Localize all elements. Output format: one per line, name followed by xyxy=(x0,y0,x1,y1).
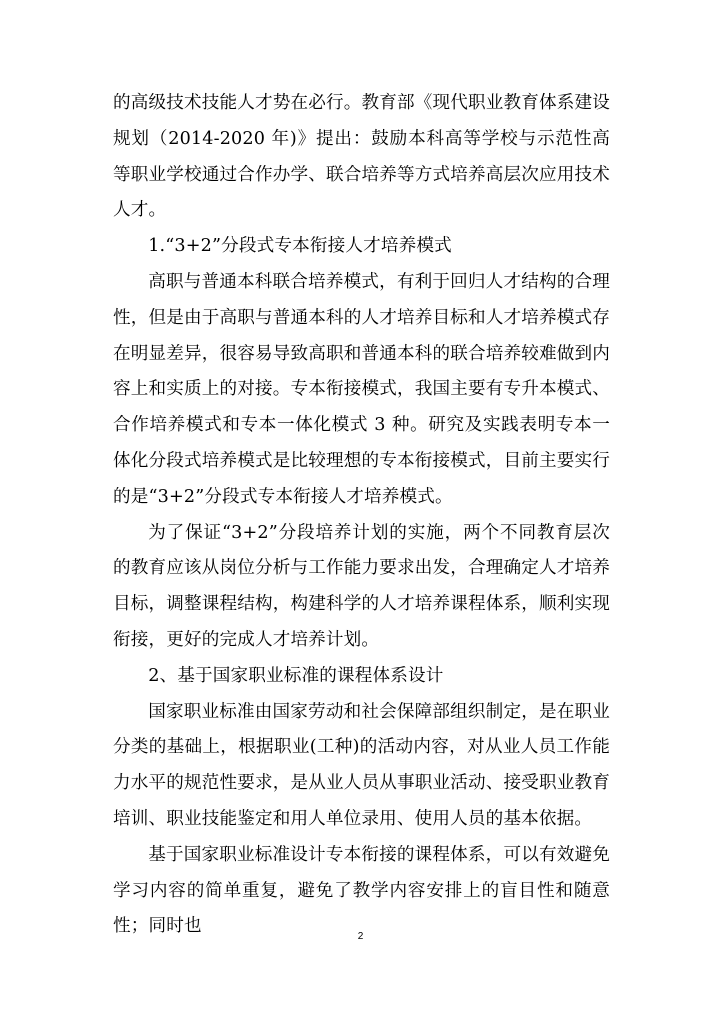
paragraph: 国家职业标准由国家劳动和社会保障部组织制定，是在职业分类的基础上，根据职业(工种)的活动内容，对从业人员工作能力水平的规范性要求，是从业人员从事职业活动、接受职业教育培训、职业技能鉴定和用人单位录用、使用人员的基本依据。 xyxy=(113,701,610,829)
section-heading-2: 2、基于国家职业标准的课程体系设计 xyxy=(148,665,444,686)
paragraph: 为了保证“3+2”分段培养计划的实施，两个不同教育层次的教育应该从岗位分析与工作能力要求出发，合理确定人才培养目标，调整课程结构，构建科学的人才培养课程体系，顺利实现衔接，更好的完成人才培养计划。 xyxy=(113,522,610,650)
paragraph: 基于国家职业标准设计专本衔接的课程体系，可以有效避免学习内容的简单重复，避免了教学内容安排上的盲目性和随意性；同时也 xyxy=(113,844,610,937)
page-number: 2 xyxy=(357,931,364,942)
paragraph-continuation: 的高级技术技能人才势在必行。教育部《现代职业教育体系建设规划（2014-2020 年)》提出：鼓励本科高等学校与示范性高等职业学校通过合作办学、联合培养等方式培养高层次应用技术人才。 xyxy=(113,93,610,221)
paragraph: 高职与普通本科联合培养模式，有利于回归人才结构的合理性，但是由于高职与普通本科的人才培养目标和人才培养模式存在明显差异，很容易导致高职和普通本科的联合培养较难做到内容上和实质上的对接。专本衔接模式，我国主要有专升本模式、合作培养模式和专本一体化模式 3 种。研究及实践表明专本一体化分段式培养模式是比较理想的专本衔接模式，目前主要实行的是“3+2”分段式专本衔接人才培养模式。 xyxy=(113,271,610,507)
document-body xyxy=(113,86,610,945)
section-heading-1: 1.“3+2”分段式专本衔接人才培养模式 xyxy=(148,236,452,257)
